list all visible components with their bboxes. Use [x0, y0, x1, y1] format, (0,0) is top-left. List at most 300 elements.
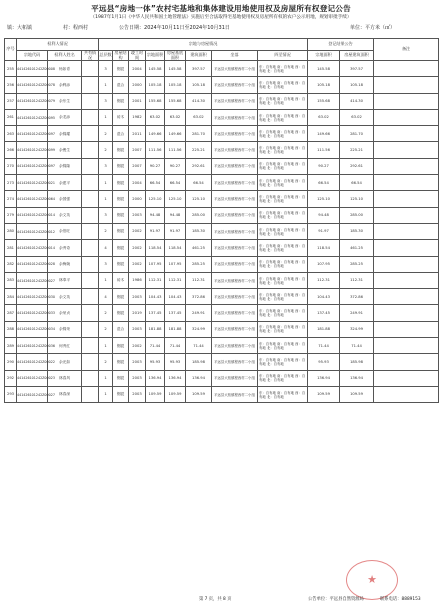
village-value: 程西村 [73, 25, 89, 31]
header-reg-build: 房屋建筑面积 [340, 51, 374, 61]
cell-floors: 1 [99, 109, 113, 125]
cell-land-area: 118.54 [146, 240, 165, 256]
cell-reg-build: 414.30 [340, 93, 374, 109]
cell-location: 平远县大柘镇程西村二小组 [212, 191, 258, 207]
cell-land-area: 104.43 [146, 289, 165, 305]
cell-land-area: 90.27 [146, 158, 165, 174]
cell-neighbors: 东：自有地 南：自有地 西：自有地 北：自有地 [258, 158, 308, 174]
cell-neighbors: 东：自有地 南：自有地 西：自有地 北：自有地 [258, 142, 308, 158]
table-body [5, 61, 439, 403]
cell-build-area: 397.57 [186, 61, 212, 77]
cell-share [82, 158, 99, 174]
cell-reg-build: 249.91 [340, 305, 374, 321]
cell-reg-land: 137.45 [308, 305, 340, 321]
cell-structure: 钢混 [113, 338, 129, 354]
page-number: 第 7 页，共 8 页 [199, 597, 232, 602]
cell-land-area: 149.66 [146, 126, 165, 142]
header-share: 共有情况 [82, 51, 99, 61]
cell-share [82, 370, 99, 386]
cell-share [82, 223, 99, 239]
cell-structure: 钢混 [113, 370, 129, 386]
cell-floors: 1 [99, 386, 113, 402]
cell-name: 余光如 [48, 354, 82, 370]
header-year: 竣工时间 [129, 51, 146, 61]
cell-land-area: 137.45 [146, 305, 165, 321]
cell-structure: 钢混 [113, 158, 129, 174]
cell-reg-land: 181.88 [308, 321, 340, 337]
cell-name: 余锦荣 [48, 321, 82, 337]
cell-floors: 3 [99, 256, 113, 272]
cell-reg-land: 104.43 [308, 289, 340, 305]
cell-remark [374, 126, 439, 142]
cell-code: 441426101242Z00030 [17, 289, 48, 305]
cell-base-area: 109.59 [165, 386, 186, 402]
header-name: 权利人姓名 [48, 51, 82, 61]
cell-floors: 1 [99, 370, 113, 386]
table-row [5, 142, 439, 158]
cell-year: 2002 [129, 240, 146, 256]
cell-remark [374, 158, 439, 174]
cell-build-area: 249.91 [186, 305, 212, 321]
cell-location: 平远县大柘镇程西村二小组 [212, 175, 258, 191]
cell-seq: 290 [5, 354, 17, 370]
cell-seq: 288 [5, 321, 17, 337]
cell-base-area: 95.93 [165, 354, 186, 370]
cell-structure: 混合 [113, 321, 129, 337]
cell-reg-land: 63.02 [308, 109, 340, 125]
cell-land-area: 107.95 [146, 256, 165, 272]
cell-location: 平远县大柘镇程西村二小组 [212, 61, 258, 77]
cell-share [82, 240, 99, 256]
cell-reg-land: 145.58 [308, 61, 340, 77]
registration-table [4, 38, 439, 403]
phone-label: 联系电话： [380, 597, 402, 602]
cell-reg-build: 105.18 [340, 77, 374, 93]
cell-share [82, 338, 99, 354]
cell-build-area: 281.70 [186, 126, 212, 142]
cell-floors: 4 [99, 240, 113, 256]
cell-base-area: 105.18 [165, 77, 186, 93]
notice-meta [7, 24, 435, 32]
cell-remark [374, 223, 439, 239]
table-row [5, 126, 439, 142]
cell-land-area: 145.58 [146, 61, 165, 77]
cell-reg-land: 66.54 [308, 175, 340, 191]
cell-neighbors: 东：自有地 南：自有地 西：自有地 北：自有地 [258, 272, 308, 288]
cell-build-area: 285.00 [186, 207, 212, 223]
cell-base-area: 125.10 [165, 191, 186, 207]
cell-neighbors: 东：自有地 南：自有地 西：自有地 北：自有地 [258, 61, 308, 77]
cell-base-area: 91.97 [165, 223, 186, 239]
cell-structure: 砖木 [113, 109, 129, 125]
official-seal [346, 560, 398, 600]
cell-seq: 282 [5, 256, 17, 272]
cell-reg-build: 397.57 [340, 61, 374, 77]
cell-remark [374, 77, 439, 93]
cell-name: 余秀奇 [48, 240, 82, 256]
cell-seq: 256 [5, 77, 17, 93]
cell-base-area: 66.54 [165, 175, 186, 191]
cell-build-area: 109.59 [186, 386, 212, 402]
cell-neighbors: 东：自有地 南：自有地 西：自有地 北：自有地 [258, 207, 308, 223]
unit-label: 单位： [350, 25, 366, 31]
header-build-area: 建筑面积 [186, 51, 212, 61]
cell-floors: 1 [99, 175, 113, 191]
cell-base-area: 104.43 [165, 289, 186, 305]
cell-build-area: 285.25 [186, 256, 212, 272]
cell-neighbors: 东：自有地 南：自有地 西：自有地 北：自有地 [258, 354, 308, 370]
cell-neighbors: 东：自有地 南：自有地 西：自有地 北：自有地 [258, 126, 308, 142]
cell-floors: 2 [99, 354, 113, 370]
cell-name: 林春风 [48, 370, 82, 386]
table-row [5, 207, 439, 223]
header-neighbors: 四至情况 [258, 51, 308, 61]
cell-land-area: 105.18 [146, 77, 165, 93]
cell-share [82, 109, 99, 125]
cell-code: 441426101242Z00023 [17, 370, 48, 386]
cell-name: 余东生 [48, 93, 82, 109]
cell-location: 平远县大柘镇程西村二小组 [212, 109, 258, 125]
table-row [5, 338, 439, 354]
cell-remark [374, 272, 439, 288]
period-label: 公告日期： [119, 25, 145, 31]
cell-reg-land: 109.59 [308, 386, 340, 402]
cell-land-area: 181.88 [146, 321, 165, 337]
cell-location: 平远县大柘镇程西村二小组 [212, 289, 258, 305]
cell-reg-land: 91.97 [308, 223, 340, 239]
cell-year: 2003 [129, 370, 146, 386]
cell-reg-build: 292.61 [340, 158, 374, 174]
cell-share [82, 142, 99, 158]
cell-reg-build: 285.00 [340, 207, 374, 223]
cell-base-area: 136.94 [165, 370, 186, 386]
cell-build-area: 185.98 [186, 354, 212, 370]
cell-code: 441426101242Z00036 [17, 338, 48, 354]
cell-year: 2004 [129, 175, 146, 191]
cell-share [82, 386, 99, 402]
cell-build-area: 461.25 [186, 240, 212, 256]
cell-reg-land: 111.56 [308, 142, 340, 158]
cell-year: 2007 [129, 158, 146, 174]
cell-floors: 3 [99, 61, 113, 77]
cell-build-area: 66.54 [186, 175, 212, 191]
cell-code: 441426101242Z00078 [17, 77, 48, 93]
cell-structure: 钢混 [113, 256, 129, 272]
cell-neighbors: 东：自有地 南：自有地 西：自有地 北：自有地 [258, 289, 308, 305]
cell-year: 2002 [129, 223, 146, 239]
cell-code: 441426101242Z00028 [17, 256, 48, 272]
cell-reg-build: 112.31 [340, 272, 374, 288]
cell-remark [374, 109, 439, 125]
table-row [5, 305, 439, 321]
cell-year: 2003 [129, 321, 146, 337]
cell-reg-build: 66.54 [340, 175, 374, 191]
cell-structure: 钢混 [113, 61, 129, 77]
cell-share [82, 61, 99, 77]
cell-seq: 266 [5, 142, 17, 158]
cell-seq: 280 [5, 223, 17, 239]
header-base-area: 房屋基底面积 [165, 51, 186, 61]
cell-location: 平远县大柘镇程西村二小组 [212, 126, 258, 142]
cell-structure: 砖木 [113, 272, 129, 288]
cell-reg-build: 136.94 [340, 370, 374, 386]
header-floors: 总层数 [99, 51, 113, 61]
cell-share [82, 126, 99, 142]
cell-remark [374, 142, 439, 158]
cell-structure: 钢混 [113, 354, 129, 370]
cell-year: 2003 [129, 289, 146, 305]
cell-code: 441426101242Z00008 [17, 61, 48, 77]
cell-reg-build: 185.30 [340, 223, 374, 239]
cell-neighbors: 东：自有地 南：自有地 西：自有地 北：自有地 [258, 109, 308, 125]
phone-line [380, 596, 421, 602]
cell-reg-land: 149.66 [308, 126, 340, 142]
cell-location: 平远县大柘镇程西村二小组 [212, 256, 258, 272]
cell-reg-build: 281.70 [340, 126, 374, 142]
cell-neighbors: 东：自有地 南：自有地 西：自有地 北：自有地 [258, 77, 308, 93]
table-row [5, 240, 439, 256]
cell-location: 平远县大柘镇程西村二小组 [212, 207, 258, 223]
cell-remark [374, 256, 439, 272]
cell-floors: 1 [99, 272, 113, 288]
cell-remark [374, 175, 439, 191]
cell-reg-build: 63.02 [340, 109, 374, 125]
cell-structure: 钢混 [113, 240, 129, 256]
cell-reg-land: 118.54 [308, 240, 340, 256]
cell-floors: 4 [99, 289, 113, 305]
cell-location: 平远县大柘镇程西村二小组 [212, 354, 258, 370]
cell-name: 余龙添 [48, 109, 82, 125]
cell-structure: 钢混 [113, 93, 129, 109]
cell-year: 2003 [129, 207, 146, 223]
cell-name: 余俊生 [48, 142, 82, 158]
cell-location: 平远县大柘镇程西村二小组 [212, 240, 258, 256]
header-seq: 序号 [5, 39, 17, 61]
cell-year: 1986 [129, 272, 146, 288]
cell-reg-land: 71.44 [308, 338, 340, 354]
town-line [7, 24, 32, 31]
header-location: 坐落 [212, 51, 258, 61]
cell-neighbors: 东：自有地 南：自有地 西：自有地 北：自有地 [258, 93, 308, 109]
cell-reg-build: 71.44 [340, 338, 374, 354]
notice-title: 平远县“房地一体”农村宅基地和集体建设用地使用权及房屋所有权登记公告 [91, 4, 351, 13]
cell-name: 余文英 [48, 289, 82, 305]
cell-share [82, 175, 99, 191]
table-row [5, 370, 439, 386]
table-row [5, 256, 439, 272]
cell-land-area: 95.93 [146, 354, 165, 370]
cell-location: 平远县大柘镇程西村二小组 [212, 321, 258, 337]
cell-remark [374, 93, 439, 109]
cell-remark [374, 354, 439, 370]
cell-code: 441426101242Z00012 [17, 223, 48, 239]
announcer-value: 平远县自然资源局 [329, 597, 364, 602]
cell-name: 余梅婉 [48, 256, 82, 272]
cell-code: 441426101242Z00099 [17, 142, 48, 158]
cell-name: 余国强 [48, 191, 82, 207]
cell-floors: 2 [99, 305, 113, 321]
cell-structure: 混合 [113, 126, 129, 142]
cell-base-area: 90.27 [165, 158, 186, 174]
cell-location: 平远县大柘镇程西村二小组 [212, 77, 258, 93]
cell-reg-build: 225.21 [340, 142, 374, 158]
cell-seq: 273 [5, 175, 17, 191]
cell-neighbors: 东：自有地 南：自有地 西：自有地 北：自有地 [258, 305, 308, 321]
header-remark: 备注 [374, 39, 439, 61]
cell-seq: 283 [5, 272, 17, 288]
cell-share [82, 305, 99, 321]
cell-location: 平远县大柘镇程西村二小组 [212, 338, 258, 354]
cell-build-area: 324.99 [186, 321, 212, 337]
cell-land-area: 91.97 [146, 223, 165, 239]
cell-share [82, 77, 99, 93]
cell-share [82, 354, 99, 370]
table-row [5, 191, 439, 207]
village-line [63, 24, 88, 31]
cell-remark [374, 191, 439, 207]
cell-year: 2004 [129, 61, 146, 77]
cell-name: 杨如青 [48, 61, 82, 77]
cell-floors: 1 [99, 191, 113, 207]
cell-land-area: 111.56 [146, 142, 165, 158]
cell-reg-land: 112.31 [308, 272, 340, 288]
cell-neighbors: 东：自有地 南：自有地 西：自有地 北：自有地 [258, 321, 308, 337]
cell-seq: 263 [5, 126, 17, 142]
cell-location: 平远县大柘镇程西村二小组 [212, 93, 258, 109]
village-label: 村： [63, 25, 74, 31]
cell-name: 林春深 [48, 386, 82, 402]
cell-remark [374, 338, 439, 354]
cell-year: 2002 [129, 256, 146, 272]
cell-code: 441426101242Z00064 [17, 191, 48, 207]
cell-neighbors: 东：自有地 南：自有地 西：自有地 北：自有地 [258, 191, 308, 207]
announcer-line [308, 596, 364, 602]
cell-seq: 293 [5, 386, 17, 402]
cell-reg-land: 95.93 [308, 354, 340, 370]
cell-share [82, 207, 99, 223]
cell-name: 余锦隆 [48, 158, 82, 174]
cell-code: 441426101242Z00027 [17, 272, 48, 288]
cell-year: 2011 [129, 126, 146, 142]
unit-value: 平方米（㎡） [365, 25, 396, 31]
cell-reg-build: 324.99 [340, 321, 374, 337]
cell-structure: 钢混 [113, 223, 129, 239]
cell-remark [374, 207, 439, 223]
cell-neighbors: 东：自有地 南：自有地 西：自有地 北：自有地 [258, 240, 308, 256]
cell-year: 2003 [129, 354, 146, 370]
cell-reg-land: 90.27 [308, 158, 340, 174]
cell-code: 441426101242Z00079 [17, 93, 48, 109]
cell-year: 2000 [129, 77, 146, 93]
cell-base-area: 137.45 [165, 305, 186, 321]
table-row [5, 158, 439, 174]
cell-floors: 1 [99, 77, 113, 93]
cell-build-area: 105.18 [186, 77, 212, 93]
town-label: 镇： [7, 25, 18, 31]
table-row [5, 354, 439, 370]
cell-land-area: 112.31 [146, 272, 165, 288]
header-structure: 房屋结构 [114, 50, 127, 60]
cell-seq: 279 [5, 207, 17, 223]
cell-name: 余锦耀 [48, 126, 82, 142]
cell-build-area: 414.30 [186, 93, 212, 109]
cell-share [82, 272, 99, 288]
cell-remark [374, 305, 439, 321]
cell-code: 441426101242Z00097 [17, 126, 48, 142]
cell-code: 441426101242Z00027 [17, 386, 48, 402]
cell-floors: 2 [99, 142, 113, 158]
cell-floors: 2 [99, 223, 113, 239]
table-row [5, 61, 439, 77]
cell-code: 441426101242Z00034 [17, 321, 48, 337]
cell-neighbors: 东：自有地 南：自有地 西：自有地 北：自有地 [258, 386, 308, 402]
cell-code: 441426101242Z00014 [17, 240, 48, 256]
cell-build-area: 136.94 [186, 370, 212, 386]
cell-remark [374, 321, 439, 337]
cell-seq: 287 [5, 305, 17, 321]
cell-seq: 284 [5, 289, 17, 305]
header-code: 宗地代码 [17, 51, 48, 61]
cell-base-area: 149.66 [165, 126, 186, 142]
table-row [5, 289, 439, 305]
cell-code: 441426101242Z00097 [17, 158, 48, 174]
cell-seq: 261 [5, 109, 17, 125]
cell-reg-build: 109.59 [340, 386, 374, 402]
cell-seq: 281 [5, 240, 17, 256]
cell-name: 余利添 [48, 77, 82, 93]
header-land-area: 宗地面积 [146, 51, 165, 61]
cell-reg-land: 105.18 [308, 77, 340, 93]
header-reg-group: 登记结果公告 [308, 39, 374, 51]
cell-location: 平远县大柘镇程西村二小组 [212, 158, 258, 174]
cell-reg-land: 125.10 [308, 191, 340, 207]
cell-name: 余荣贞 [48, 305, 82, 321]
cell-reg-land: 155.68 [308, 93, 340, 109]
cell-seq: 255 [5, 61, 17, 77]
seal-star-icon: ★ [367, 573, 377, 586]
cell-build-area: 225.21 [186, 142, 212, 158]
table-row [5, 175, 439, 191]
cell-reg-build: 125.10 [340, 191, 374, 207]
cell-seq: 292 [5, 370, 17, 386]
cell-location: 平远县大柘镇程西村二小组 [212, 370, 258, 386]
cell-name: 林奉平 [48, 272, 82, 288]
cell-code: 441426101242Z00021 [17, 175, 48, 191]
announcer-label: 公告单位： [308, 597, 330, 602]
cell-land-area: 66.54 [146, 175, 165, 191]
cell-seq: 257 [5, 93, 17, 109]
cell-base-area: 111.56 [165, 142, 186, 158]
cell-share [82, 321, 99, 337]
period-line [119, 24, 230, 31]
cell-floors: 3 [99, 207, 113, 223]
cell-structure: 钢混 [113, 289, 129, 305]
cell-base-area: 107.95 [165, 256, 186, 272]
cell-build-area: 112.31 [186, 272, 212, 288]
header-reg-land: 宗地面积 [308, 51, 340, 61]
header-land-group: 宗地与房屋情况 [99, 39, 308, 51]
cell-year: 2002 [129, 338, 146, 354]
cell-base-area: 118.54 [165, 240, 186, 256]
cell-structure: 钢混 [113, 175, 129, 191]
cell-location: 平远县大柘镇程西村二小组 [212, 272, 258, 288]
cell-floors: 1 [99, 338, 113, 354]
cell-share [82, 256, 99, 272]
cell-code: 441426101242Z00033 [17, 305, 48, 321]
cell-floors: 3 [99, 93, 113, 109]
cell-reg-build: 185.98 [340, 354, 374, 370]
cell-seq: 274 [5, 191, 17, 207]
